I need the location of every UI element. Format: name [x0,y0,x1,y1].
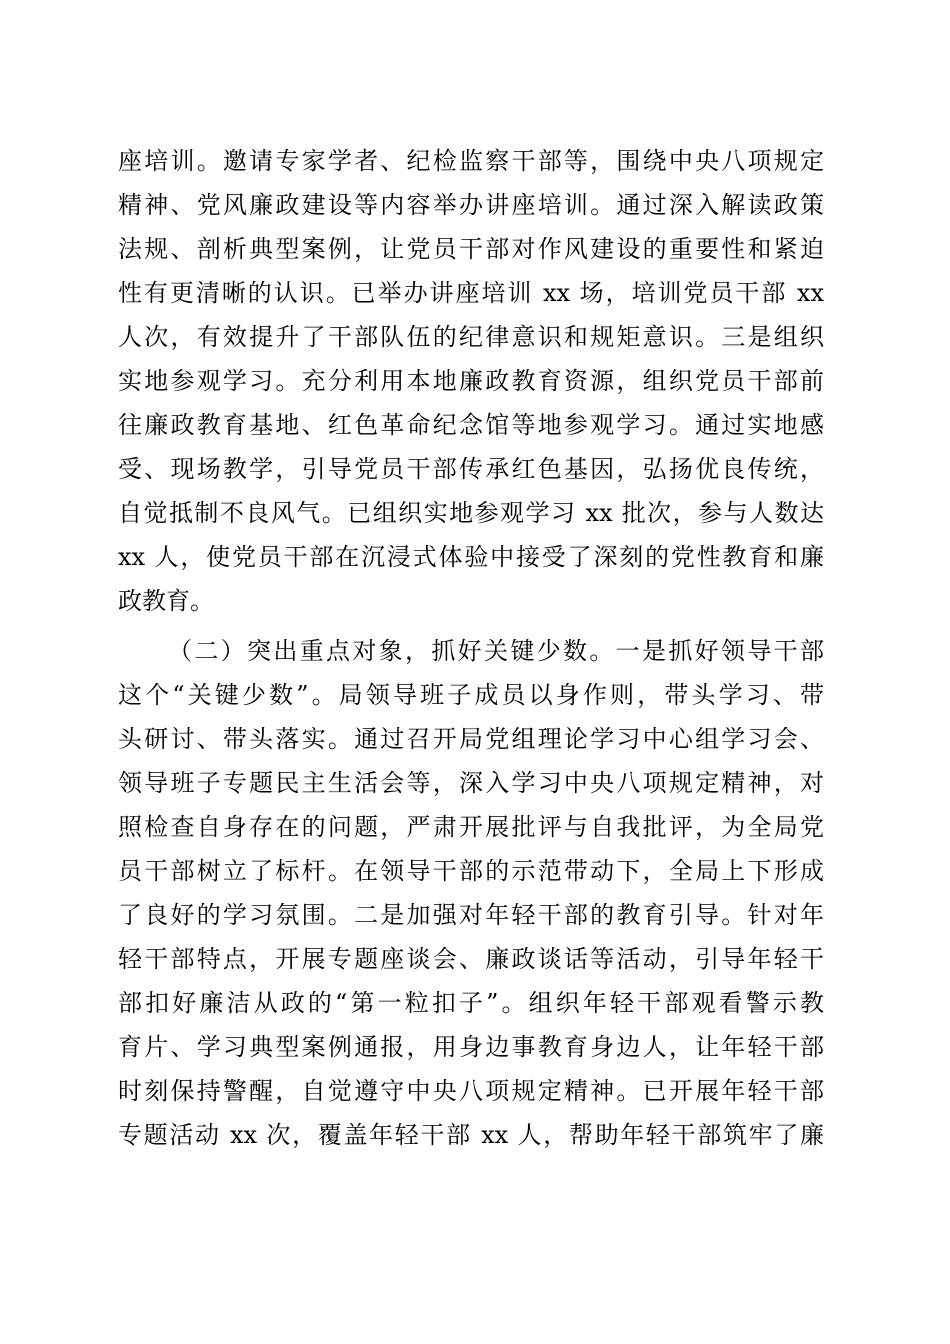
text-line: 人次，有效提升了干部队伍的纪律意识和规矩意识。三是组织 [118,323,824,351]
text-line: 精神、党风廉政建设等内容举办讲座培训。通过深入解读政策 [118,191,824,219]
text-line: 受、现场教学，引导党员干部传承红色基因，弘扬优良传统， [118,455,824,483]
text-line: 法规、剖析典型案例，让党员干部对作风建设的重要性和紧迫 [118,235,824,263]
text-line: 了良好的学习氛围。二是加强对年轻干部的教育引导。针对年 [118,901,824,929]
text-line: 座培训。邀请专家学者、纪检监察干部等，围绕中央八项规定 [118,147,824,175]
text-line: 部扣好廉洁从政的“第一粒扣子”。组织年轻干部观看警示教 [118,989,824,1017]
text-line: 政教育。 [118,587,214,615]
text-line: 这个“关键少数”。局领导班子成员以身作则，带头学习、带 [118,681,824,709]
text-line: 往廉政教育基地、红色革命纪念馆等地参观学习。通过实地感 [118,411,824,439]
text-line: 照检查自身存在的问题，严肃开展批评与自我批评，为全局党 [118,813,824,841]
text-line: 性有更清晰的认识。已举办讲座培训 xx 场，培训党员干部 xx [118,279,824,307]
text-line: 领导班子专题民主生活会等，深入学习中央八项规定精神，对 [118,769,824,797]
text-line: 自觉抵制不良风气。已组织实地参观学习 xx 批次，参与人数达 [118,499,824,527]
text-line: xx 人，使党员干部在沉浸式体验中接受了深刻的党性教育和廉 [118,543,824,571]
section-heading-line: （二）突出重点对象，抓好关键少数。一是抓好领导干部 [168,637,824,665]
text-line: 育片、学习典型案例通报，用身边事教育身边人，让年轻干部 [118,1033,824,1061]
text-line: 专题活动 xx 次，覆盖年轻干部 xx 人，帮助年轻干部筑牢了廉 [118,1121,824,1149]
text-line: 实地参观学习。充分利用本地廉政教育资源，组织党员干部前 [118,367,824,395]
text-line: 轻干部特点，开展专题座谈会、廉政谈话等活动，引导年轻干 [118,945,824,973]
text-line: 头研讨、带头落实。通过召开局党组理论学习中心组学习会、 [118,725,824,753]
text-line: 时刻保持警醒，自觉遵守中央八项规定精神。已开展年轻干部 [118,1077,824,1105]
text-line: 员干部树立了标杆。在领导干部的示范带动下，全局上下形成 [118,857,824,885]
